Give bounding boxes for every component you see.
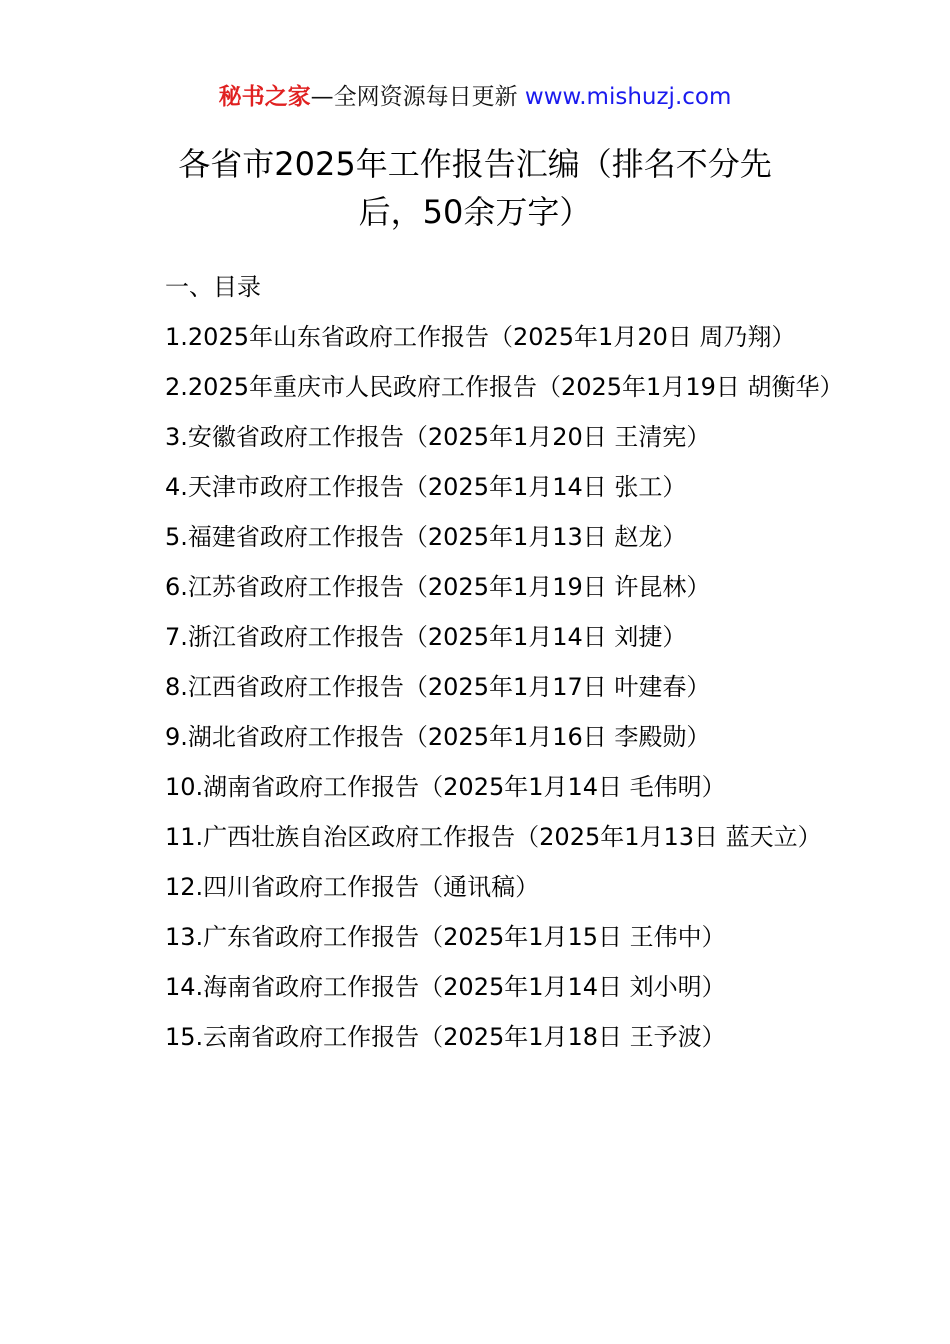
toc-item: 9.湖北省政府工作报告（2025年1月16日 李殿勋）: [165, 723, 711, 751]
toc-item: 14.海南省政府工作报告（2025年1月14日 刘小明）: [165, 973, 726, 1001]
toc-item: 8.江西省政府工作报告（2025年1月17日 叶建春）: [165, 673, 711, 701]
toc-item: 15.云南省政府工作报告（2025年1月18日 王予波）: [165, 1023, 726, 1051]
document-title-line-2: 后，50余万字）: [358, 193, 592, 231]
toc-item: 5.福建省政府工作报告（2025年1月13日 赵龙）: [165, 523, 687, 551]
table-of-contents: [113, 262, 843, 1062]
toc-item: 11.广西壮族自治区政府工作报告（2025年1月13日 蓝天立）: [165, 823, 822, 851]
site-url-link[interactable]: www.mishuzj.com: [524, 84, 732, 110]
brand-name: 秘书之家: [218, 84, 311, 110]
section-heading: 一、目录: [165, 273, 261, 301]
banner-tagline: —全网资源每日更新: [310, 84, 525, 110]
toc-item: 2.2025年重庆市人民政府工作报告（2025年1月19日 胡衡华）: [165, 373, 844, 401]
site-banner: [0, 80, 950, 114]
toc-item: 4.天津市政府工作报告（2025年1月14日 张工）: [165, 473, 687, 501]
document-title: [60, 140, 890, 236]
toc-item: 13.广东省政府工作报告（2025年1月15日 王伟中）: [165, 923, 726, 951]
toc-item: 7.浙江省政府工作报告（2025年1月14日 刘捷）: [165, 623, 687, 651]
document-title-line-1: 各省市2025年工作报告汇编（排名不分先: [178, 145, 772, 183]
toc-item: 12.四川省政府工作报告（通讯稿）: [165, 873, 540, 901]
toc-item: 10.湖南省政府工作报告（2025年1月14日 毛伟明）: [165, 773, 726, 801]
toc-item: 1.2025年山东省政府工作报告（2025年1月20日 周乃翔）: [165, 323, 796, 351]
toc-item: 3.安徽省政府工作报告（2025年1月20日 王清宪）: [165, 423, 711, 451]
toc-item: 6.江苏省政府工作报告（2025年1月19日 许昆林）: [165, 573, 711, 601]
